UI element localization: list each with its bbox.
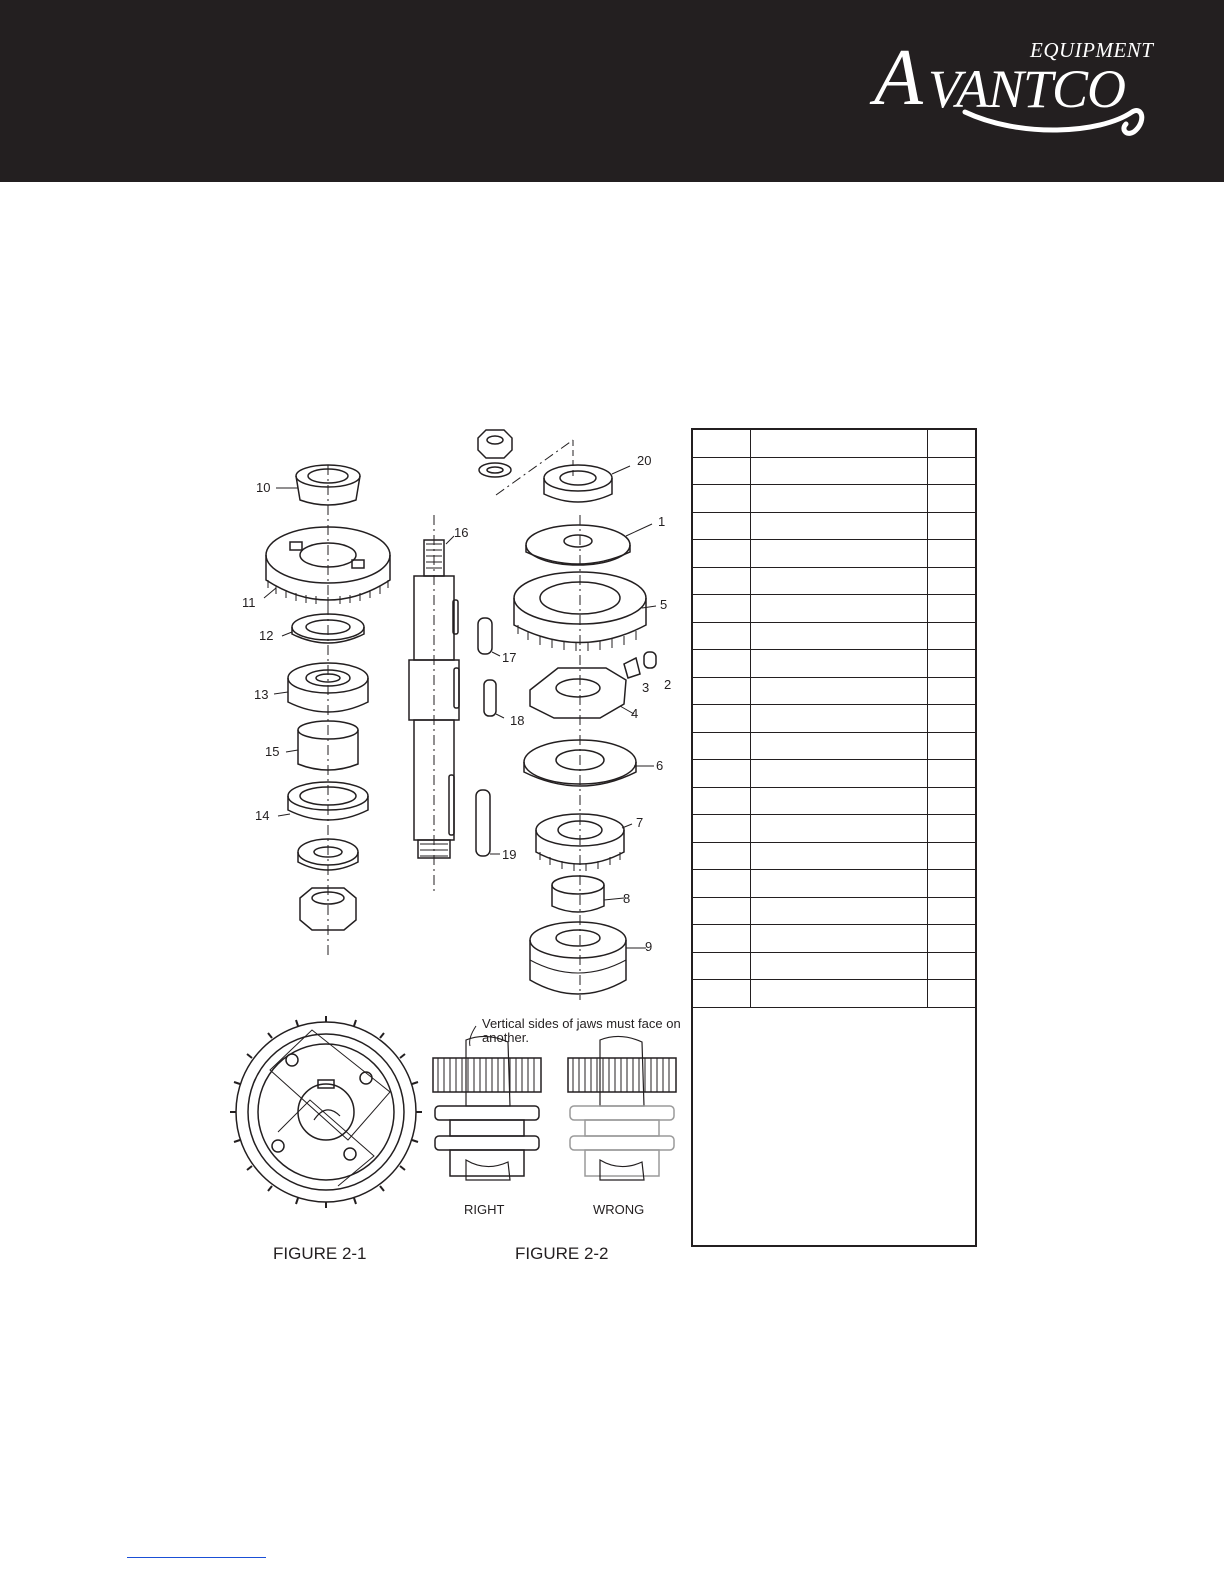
- avantco-logo: [870, 30, 1160, 150]
- table-cell: [751, 457, 928, 485]
- jaw-orientation-note: Vertical sides of jaws must face on another.: [482, 1016, 681, 1045]
- part-label-11: 11: [242, 595, 256, 610]
- part-label-2: 2: [664, 677, 672, 692]
- wrong-label: WRONG: [593, 1202, 645, 1217]
- table-row: [693, 650, 975, 678]
- table-cell: [751, 595, 928, 623]
- part-label-14: 14: [255, 808, 270, 823]
- table-cell: [693, 595, 751, 623]
- table-row: [693, 760, 975, 788]
- right-label: RIGHT: [464, 1202, 505, 1217]
- table-cell: [928, 677, 976, 705]
- part-label-12: 12: [259, 628, 274, 643]
- table-row: [693, 925, 975, 953]
- table-row: [693, 787, 975, 815]
- part-label-10: 10: [256, 480, 271, 495]
- part-label-6: 6: [656, 758, 664, 773]
- table-cell: [751, 952, 928, 980]
- table-row: [693, 705, 975, 733]
- table-cell: [751, 622, 928, 650]
- part-label-15: 15: [265, 744, 280, 759]
- table-row: [693, 512, 975, 540]
- logo-initial: A: [874, 34, 923, 122]
- table-row: [693, 732, 975, 760]
- figure-2-2-caption: FIGURE 2-2: [515, 1244, 609, 1263]
- table-cell: [693, 815, 751, 843]
- exploded-parts-diagram: [228, 420, 688, 1280]
- table-row: [693, 622, 975, 650]
- table-cell: [928, 622, 976, 650]
- table-cell: [693, 705, 751, 733]
- table-cell: [928, 925, 976, 953]
- table-cell: [751, 430, 928, 457]
- part-label-1: 1: [658, 514, 666, 529]
- table-cell: [928, 650, 976, 678]
- part-label-4: 4: [631, 706, 639, 721]
- part-label-8: 8: [623, 891, 631, 906]
- table-cell: [928, 485, 976, 513]
- part-label-18: 18: [510, 713, 525, 728]
- table-row: [693, 980, 975, 1008]
- table-cell: [928, 897, 976, 925]
- table-cell: [928, 430, 976, 457]
- table-row: [693, 567, 975, 595]
- table-row: [693, 897, 975, 925]
- table-cell: [751, 760, 928, 788]
- parts-table-grid: [693, 430, 975, 1008]
- table-cell: [751, 925, 928, 953]
- table-cell: [693, 567, 751, 595]
- table-cell: [928, 567, 976, 595]
- part-label-13: 13: [254, 687, 269, 702]
- part-label-9: 9: [645, 939, 653, 954]
- table-cell: [928, 760, 976, 788]
- table-cell: [693, 842, 751, 870]
- table-cell: [693, 540, 751, 568]
- table-row: [693, 430, 975, 457]
- table-cell: [693, 925, 751, 953]
- table-cell: [693, 485, 751, 513]
- table-row: [693, 540, 975, 568]
- table-cell: [693, 677, 751, 705]
- table-cell: [693, 980, 751, 1008]
- table-cell: [751, 540, 928, 568]
- table-cell: [928, 595, 976, 623]
- table-cell: [928, 732, 976, 760]
- part-label-20: 20: [637, 453, 652, 468]
- table-row: [693, 595, 975, 623]
- table-row: [693, 457, 975, 485]
- table-cell: [751, 677, 928, 705]
- table-cell: [751, 567, 928, 595]
- table-cell: [928, 457, 976, 485]
- logo-equipment-text: EQUIPMENT: [1030, 38, 1154, 62]
- table-cell: [693, 952, 751, 980]
- table-row: [693, 485, 975, 513]
- table-cell: [928, 842, 976, 870]
- table-cell: [693, 457, 751, 485]
- table-cell: [693, 870, 751, 898]
- table-cell: [693, 760, 751, 788]
- table-cell: [751, 732, 928, 760]
- table-cell: [693, 622, 751, 650]
- table-cell: [751, 980, 928, 1008]
- table-cell: [928, 870, 976, 898]
- figure-2-1-caption: FIGURE 2-1: [273, 1244, 367, 1263]
- table-cell: [751, 485, 928, 513]
- logo-wordmark: VANTCO: [928, 59, 1126, 119]
- table-cell: [751, 787, 928, 815]
- table-cell: [928, 512, 976, 540]
- table-cell: [693, 897, 751, 925]
- table-cell: [693, 787, 751, 815]
- footer-link-underline[interactable]: [127, 1556, 266, 1558]
- parts-drawing: [228, 420, 688, 1280]
- table-cell: [751, 842, 928, 870]
- part-label-19: 19: [502, 847, 517, 862]
- table-cell: [751, 870, 928, 898]
- part-label-17: 17: [502, 650, 517, 665]
- table-row: [693, 842, 975, 870]
- table-cell: [928, 815, 976, 843]
- table-cell: [751, 650, 928, 678]
- table-cell: [693, 430, 751, 457]
- part-label-5: 5: [660, 597, 668, 612]
- table-cell: [693, 732, 751, 760]
- table-cell: [693, 512, 751, 540]
- table-cell: [928, 787, 976, 815]
- table-cell: [928, 952, 976, 980]
- table-cell: [751, 897, 928, 925]
- table-cell: [693, 650, 751, 678]
- table-row: [693, 677, 975, 705]
- table-cell: [751, 815, 928, 843]
- table-row: [693, 870, 975, 898]
- part-label-7: 7: [636, 815, 644, 830]
- parts-table: [691, 428, 977, 1247]
- table-row: [693, 952, 975, 980]
- table-cell: [928, 980, 976, 1008]
- table-cell: [928, 705, 976, 733]
- table-cell: [751, 705, 928, 733]
- table-row: [693, 815, 975, 843]
- part-label-3: 3: [642, 680, 650, 695]
- header-band: [0, 0, 1224, 182]
- part-label-16: 16: [454, 525, 469, 540]
- table-cell: [751, 512, 928, 540]
- table-cell: [928, 540, 976, 568]
